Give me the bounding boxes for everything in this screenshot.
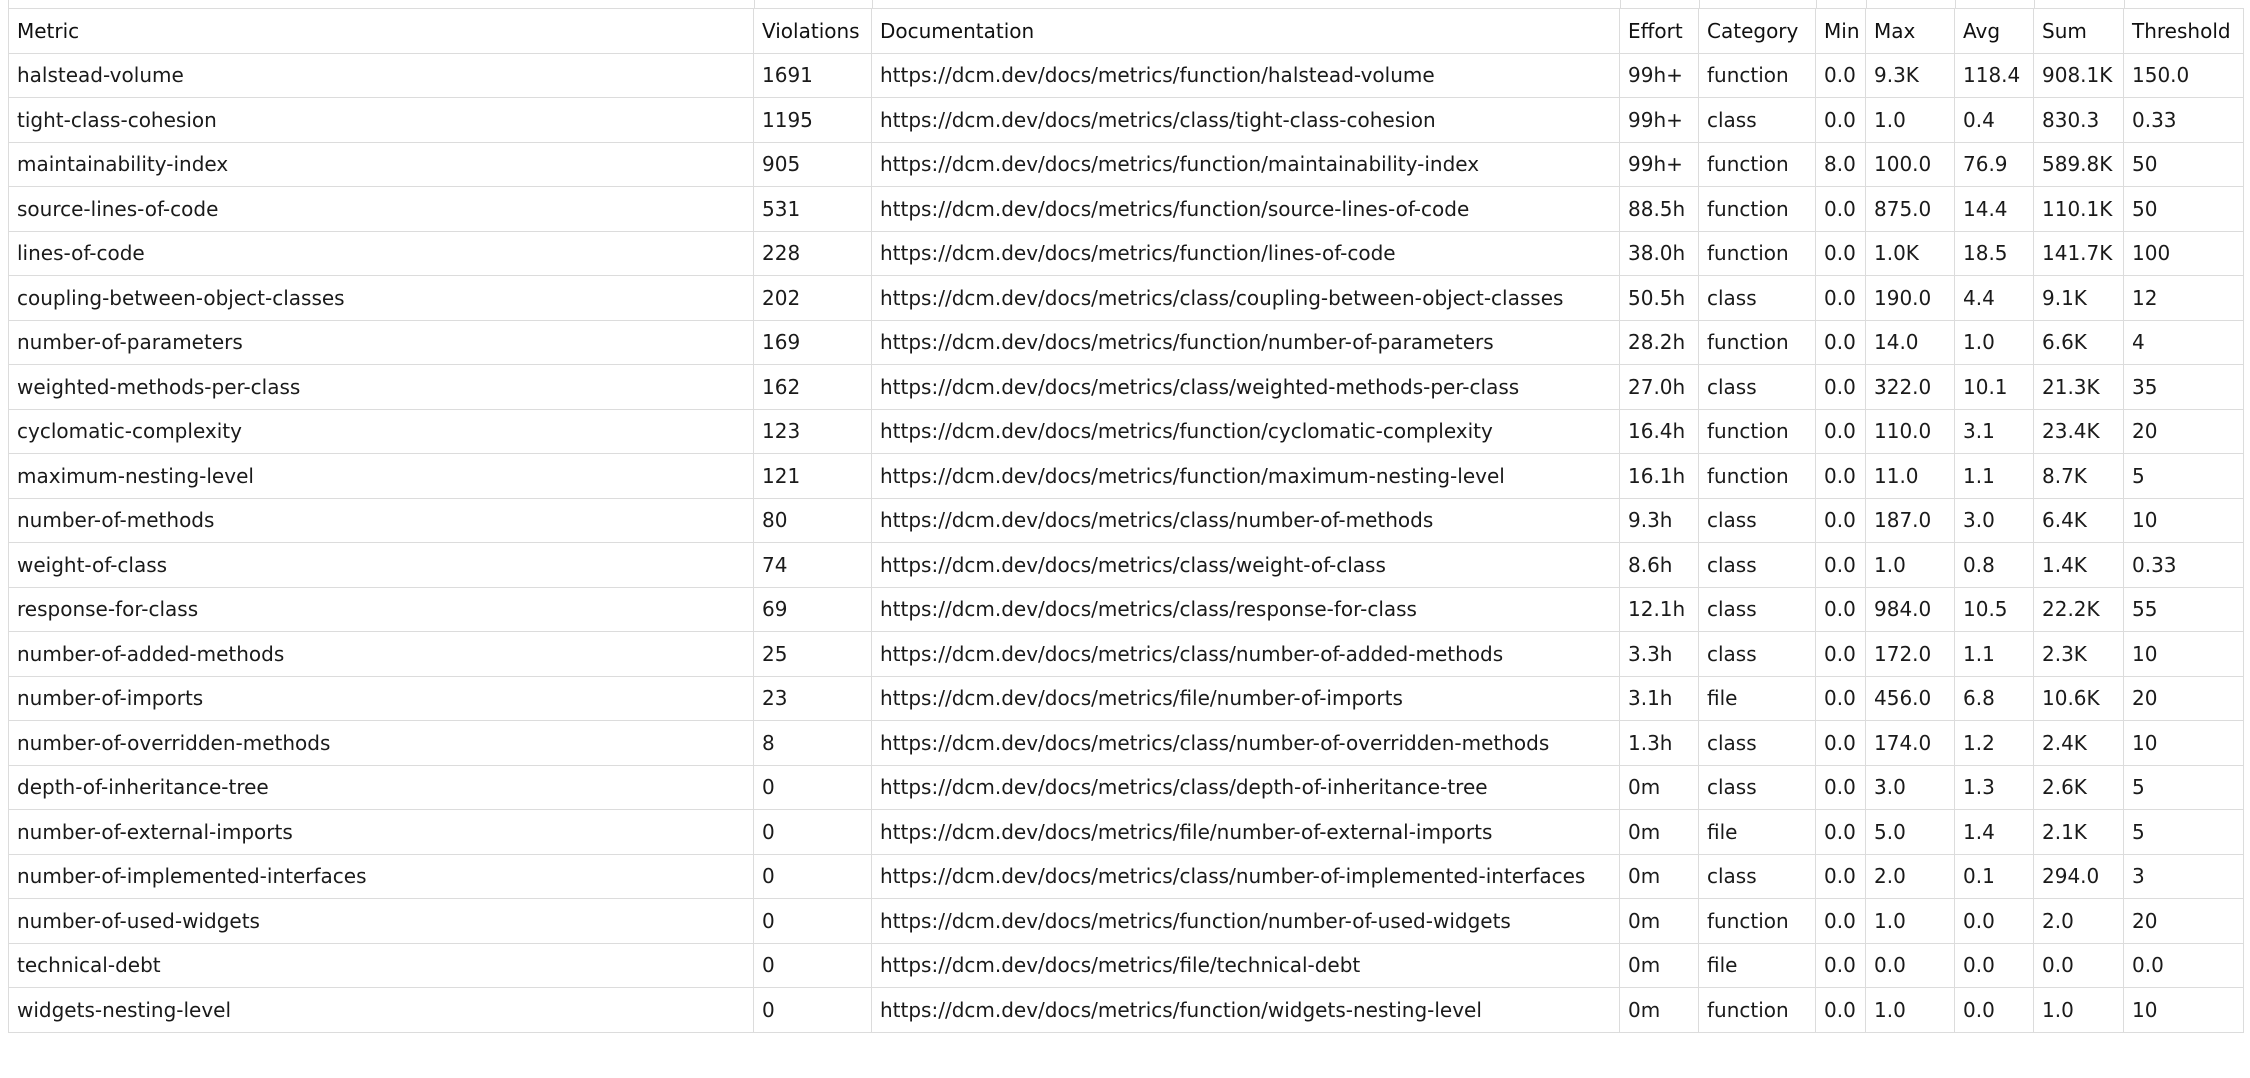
cell-min: 0.0	[1816, 810, 1866, 855]
cell-threshold: 3	[2124, 854, 2244, 899]
documentation-link[interactable]: https://dcm.dev/docs/metrics/function/widgets-nesting-level	[880, 997, 1482, 1022]
cell-metric: coupling-between-object-classes	[9, 276, 754, 321]
cell-avg: 0.8	[1955, 543, 2034, 588]
cell-max: 1.0	[1866, 543, 1955, 588]
cell-min: 0.0	[1816, 943, 1866, 988]
cell-max: 0.0	[1866, 943, 1955, 988]
table-row	[9, 899, 2244, 944]
documentation-link[interactable]: https://dcm.dev/docs/metrics/class/weighted-methods-per-class	[880, 374, 1520, 399]
table-row	[9, 276, 2244, 321]
cell-violations: 169	[754, 320, 872, 365]
cell-metric: weighted-methods-per-class	[9, 365, 754, 410]
top-edge-divider	[1699, 0, 1700, 8]
cell-documentation	[872, 587, 1620, 632]
cell-sum: 830.3	[2034, 98, 2124, 143]
cell-category: class	[1699, 276, 1816, 321]
cell-documentation	[872, 632, 1620, 677]
cell-documentation	[872, 365, 1620, 410]
top-edge-divider	[1620, 0, 1621, 8]
top-edge-divider	[872, 0, 873, 8]
cell-threshold: 35	[2124, 365, 2244, 410]
documentation-link[interactable]: https://dcm.dev/docs/metrics/function/lines-of-code	[880, 241, 1396, 266]
cell-min: 0.0	[1816, 365, 1866, 410]
cell-sum: 2.3K	[2034, 632, 2124, 677]
documentation-link[interactable]: https://dcm.dev/docs/metrics/class/tight-class-cohesion	[880, 107, 1436, 132]
cell-avg: 118.4	[1955, 53, 2034, 98]
cell-violations: 162	[754, 365, 872, 410]
cell-effort: 99h+	[1620, 53, 1699, 98]
documentation-link[interactable]: https://dcm.dev/docs/metrics/function/source-lines-of-code	[880, 196, 1470, 221]
cell-threshold: 55	[2124, 587, 2244, 632]
cell-sum: 9.1K	[2034, 276, 2124, 321]
cell-sum: 1.0	[2034, 988, 2124, 1033]
cell-category: class	[1699, 98, 1816, 143]
cell-min: 0.0	[1816, 899, 1866, 944]
cell-documentation	[872, 721, 1620, 766]
table-top-edge	[8, 0, 2249, 8]
cell-max: 3.0	[1866, 765, 1955, 810]
cell-avg: 14.4	[1955, 187, 2034, 232]
cell-documentation	[872, 187, 1620, 232]
cell-min: 0.0	[1816, 498, 1866, 543]
cell-avg: 1.1	[1955, 454, 2034, 499]
cell-violations: 0	[754, 943, 872, 988]
cell-avg: 4.4	[1955, 276, 2034, 321]
cell-max: 875.0	[1866, 187, 1955, 232]
cell-metric: halstead-volume	[9, 53, 754, 98]
cell-max: 5.0	[1866, 810, 1955, 855]
table-header-row	[9, 9, 2244, 54]
table-row	[9, 587, 2244, 632]
cell-effort: 0m	[1620, 943, 1699, 988]
cell-effort: 0m	[1620, 854, 1699, 899]
table-row	[9, 676, 2244, 721]
cell-effort: 12.1h	[1620, 587, 1699, 632]
cell-threshold: 10	[2124, 988, 2244, 1033]
cell-effort: 27.0h	[1620, 365, 1699, 410]
header-effort[interactable]: Effort	[1620, 9, 1699, 54]
cell-threshold: 5	[2124, 765, 2244, 810]
cell-sum: 2.6K	[2034, 765, 2124, 810]
cell-violations: 69	[754, 587, 872, 632]
cell-effort: 16.4h	[1620, 409, 1699, 454]
cell-violations: 1195	[754, 98, 872, 143]
cell-metric: weight-of-class	[9, 543, 754, 588]
cell-threshold: 5	[2124, 454, 2244, 499]
cell-avg: 18.5	[1955, 231, 2034, 276]
cell-documentation	[872, 543, 1620, 588]
cell-max: 1.0	[1866, 98, 1955, 143]
cell-category: file	[1699, 676, 1816, 721]
cell-min: 0.0	[1816, 543, 1866, 588]
cell-effort: 1.3h	[1620, 721, 1699, 766]
cell-avg: 0.0	[1955, 899, 2034, 944]
documentation-link[interactable]: https://dcm.dev/docs/metrics/class/coupling-between-object-classes	[880, 285, 1564, 310]
cell-effort: 0m	[1620, 810, 1699, 855]
cell-violations: 74	[754, 543, 872, 588]
cell-violations: 25	[754, 632, 872, 677]
cell-documentation	[872, 854, 1620, 899]
table-row	[9, 988, 2244, 1033]
cell-category: function	[1699, 142, 1816, 187]
cell-max: 1.0K	[1866, 231, 1955, 276]
cell-min: 0.0	[1816, 231, 1866, 276]
cell-violations: 123	[754, 409, 872, 454]
documentation-link[interactable]: https://dcm.dev/docs/metrics/function/halstead-volume	[880, 63, 1435, 88]
header-min[interactable]: Min	[1816, 9, 1866, 54]
cell-violations: 0	[754, 988, 872, 1033]
cell-category: function	[1699, 454, 1816, 499]
cell-avg: 1.3	[1955, 765, 2034, 810]
cell-documentation	[872, 98, 1620, 143]
documentation-link[interactable]: https://dcm.dev/docs/metrics/file/number-of-external-imports	[880, 819, 1493, 844]
cell-min: 0.0	[1816, 98, 1866, 143]
table-row	[9, 498, 2244, 543]
cell-metric: number-of-overridden-methods	[9, 721, 754, 766]
cell-sum: 110.1K	[2034, 187, 2124, 232]
cell-category: class	[1699, 587, 1816, 632]
cell-category: file	[1699, 810, 1816, 855]
cell-max: 172.0	[1866, 632, 1955, 677]
cell-max: 1.0	[1866, 988, 1955, 1033]
cell-threshold: 0.33	[2124, 543, 2244, 588]
cell-min: 0.0	[1816, 988, 1866, 1033]
cell-category: function	[1699, 320, 1816, 365]
cell-min: 0.0	[1816, 676, 1866, 721]
cell-metric: maximum-nesting-level	[9, 454, 754, 499]
cell-documentation	[872, 454, 1620, 499]
cell-sum: 21.3K	[2034, 365, 2124, 410]
table-row	[9, 320, 2244, 365]
documentation-link[interactable]: https://dcm.dev/docs/metrics/class/response-for-class	[880, 597, 1417, 622]
cell-violations: 0	[754, 854, 872, 899]
cell-metric: number-of-parameters	[9, 320, 754, 365]
cell-min: 0.0	[1816, 409, 1866, 454]
cell-avg: 0.0	[1955, 943, 2034, 988]
cell-sum: 589.8K	[2034, 142, 2124, 187]
cell-documentation	[872, 988, 1620, 1033]
cell-min: 0.0	[1816, 587, 1866, 632]
table-row	[9, 454, 2244, 499]
cell-metric: number-of-used-widgets	[9, 899, 754, 944]
cell-documentation	[872, 276, 1620, 321]
cell-avg: 10.5	[1955, 587, 2034, 632]
cell-violations: 23	[754, 676, 872, 721]
cell-category: class	[1699, 854, 1816, 899]
cell-effort: 88.5h	[1620, 187, 1699, 232]
cell-documentation	[872, 765, 1620, 810]
table-row	[9, 409, 2244, 454]
top-edge-divider	[1866, 0, 1867, 8]
documentation-link[interactable]: https://dcm.dev/docs/metrics/function/cyclomatic-complexity	[880, 419, 1493, 444]
cell-threshold: 20	[2124, 676, 2244, 721]
table-row	[9, 943, 2244, 988]
cell-effort: 38.0h	[1620, 231, 1699, 276]
documentation-link[interactable]: https://dcm.dev/docs/metrics/class/weight-of-class	[880, 552, 1386, 577]
table-row	[9, 98, 2244, 143]
top-edge-divider	[2124, 0, 2125, 8]
cell-violations: 8	[754, 721, 872, 766]
cell-category: class	[1699, 632, 1816, 677]
table-row	[9, 765, 2244, 810]
cell-metric: cyclomatic-complexity	[9, 409, 754, 454]
cell-threshold: 20	[2124, 409, 2244, 454]
metrics-table	[8, 8, 2244, 1033]
cell-threshold: 10	[2124, 498, 2244, 543]
cell-category: class	[1699, 721, 1816, 766]
metrics-table-container	[8, 8, 2244, 1033]
cell-effort: 8.6h	[1620, 543, 1699, 588]
cell-category: function	[1699, 187, 1816, 232]
cell-category: class	[1699, 765, 1816, 810]
cell-category: function	[1699, 231, 1816, 276]
cell-avg: 76.9	[1955, 142, 2034, 187]
cell-max: 187.0	[1866, 498, 1955, 543]
cell-documentation	[872, 810, 1620, 855]
cell-min: 0.0	[1816, 276, 1866, 321]
header-category[interactable]: Category	[1699, 9, 1816, 54]
cell-violations: 228	[754, 231, 872, 276]
cell-sum: 22.2K	[2034, 587, 2124, 632]
cell-max: 2.0	[1866, 854, 1955, 899]
cell-metric: source-lines-of-code	[9, 187, 754, 232]
table-row	[9, 187, 2244, 232]
documentation-link[interactable]: https://dcm.dev/docs/metrics/function/number-of-used-widgets	[880, 908, 1511, 933]
cell-avg: 0.1	[1955, 854, 2034, 899]
cell-max: 1.0	[1866, 899, 1955, 944]
table-row	[9, 53, 2244, 98]
cell-documentation	[872, 899, 1620, 944]
top-edge-divider	[2034, 0, 2035, 8]
cell-category: function	[1699, 53, 1816, 98]
cell-max: 190.0	[1866, 276, 1955, 321]
cell-documentation	[872, 320, 1620, 365]
cell-min: 0.0	[1816, 53, 1866, 98]
table-row	[9, 365, 2244, 410]
cell-metric: response-for-class	[9, 587, 754, 632]
cell-min: 0.0	[1816, 854, 1866, 899]
documentation-link[interactable]: https://dcm.dev/docs/metrics/class/number-of-overridden-methods	[880, 730, 1550, 755]
cell-violations: 531	[754, 187, 872, 232]
cell-documentation	[872, 142, 1620, 187]
cell-max: 9.3K	[1866, 53, 1955, 98]
cell-violations: 121	[754, 454, 872, 499]
cell-effort: 50.5h	[1620, 276, 1699, 321]
cell-sum: 6.6K	[2034, 320, 2124, 365]
cell-metric: number-of-added-methods	[9, 632, 754, 677]
cell-threshold: 10	[2124, 632, 2244, 677]
cell-avg: 10.1	[1955, 365, 2034, 410]
documentation-link[interactable]: https://dcm.dev/docs/metrics/file/technical-debt	[880, 953, 1361, 978]
cell-max: 456.0	[1866, 676, 1955, 721]
cell-metric: tight-class-cohesion	[9, 98, 754, 143]
cell-min: 8.0	[1816, 142, 1866, 187]
cell-violations: 0	[754, 765, 872, 810]
cell-max: 110.0	[1866, 409, 1955, 454]
cell-effort: 0m	[1620, 765, 1699, 810]
cell-violations: 80	[754, 498, 872, 543]
cell-metric: number-of-imports	[9, 676, 754, 721]
cell-avg: 1.4	[1955, 810, 2034, 855]
cell-max: 984.0	[1866, 587, 1955, 632]
header-documentation[interactable]: Documentation	[872, 9, 1620, 54]
cell-metric: number-of-implemented-interfaces	[9, 854, 754, 899]
cell-category: file	[1699, 943, 1816, 988]
metrics-table-body	[9, 53, 2244, 1032]
top-edge-divider	[1816, 0, 1817, 8]
cell-max: 14.0	[1866, 320, 1955, 365]
cell-sum: 908.1K	[2034, 53, 2124, 98]
cell-sum: 23.4K	[2034, 409, 2124, 454]
cell-threshold: 20	[2124, 899, 2244, 944]
cell-sum: 141.7K	[2034, 231, 2124, 276]
table-row	[9, 854, 2244, 899]
cell-avg: 6.8	[1955, 676, 2034, 721]
cell-max: 11.0	[1866, 454, 1955, 499]
cell-sum: 2.1K	[2034, 810, 2124, 855]
cell-metric: widgets-nesting-level	[9, 988, 754, 1033]
cell-sum: 6.4K	[2034, 498, 2124, 543]
cell-sum: 2.0	[2034, 899, 2124, 944]
cell-category: class	[1699, 365, 1816, 410]
table-row	[9, 810, 2244, 855]
cell-metric: number-of-external-imports	[9, 810, 754, 855]
header-metric[interactable]: Metric	[9, 9, 754, 54]
cell-threshold: 12	[2124, 276, 2244, 321]
cell-threshold: 0.33	[2124, 98, 2244, 143]
cell-min: 0.0	[1816, 187, 1866, 232]
cell-max: 100.0	[1866, 142, 1955, 187]
cell-avg: 3.1	[1955, 409, 2034, 454]
cell-documentation	[872, 231, 1620, 276]
cell-category: class	[1699, 543, 1816, 588]
documentation-link[interactable]: https://dcm.dev/docs/metrics/file/number-of-imports	[880, 686, 1403, 711]
cell-effort: 0m	[1620, 899, 1699, 944]
cell-effort: 9.3h	[1620, 498, 1699, 543]
documentation-link[interactable]: https://dcm.dev/docs/metrics/class/number-of-implemented-interfaces	[880, 864, 1586, 889]
cell-threshold: 50	[2124, 187, 2244, 232]
cell-sum: 0.0	[2034, 943, 2124, 988]
cell-threshold: 150.0	[2124, 53, 2244, 98]
cell-metric: lines-of-code	[9, 231, 754, 276]
cell-avg: 0.0	[1955, 988, 2034, 1033]
cell-metric: maintainability-index	[9, 142, 754, 187]
header-violations[interactable]: Violations	[754, 9, 872, 54]
cell-threshold: 10	[2124, 721, 2244, 766]
header-avg[interactable]: Avg	[1955, 9, 2034, 54]
cell-min: 0.0	[1816, 454, 1866, 499]
cell-sum: 1.4K	[2034, 543, 2124, 588]
table-row	[9, 231, 2244, 276]
cell-violations: 0	[754, 899, 872, 944]
cell-effort: 99h+	[1620, 142, 1699, 187]
cell-avg: 1.0	[1955, 320, 2034, 365]
cell-max: 174.0	[1866, 721, 1955, 766]
cell-min: 0.0	[1816, 765, 1866, 810]
top-edge-divider	[754, 0, 755, 8]
cell-threshold: 50	[2124, 142, 2244, 187]
documentation-link[interactable]: https://dcm.dev/docs/metrics/class/depth-of-inheritance-tree	[880, 775, 1488, 800]
cell-effort: 3.3h	[1620, 632, 1699, 677]
cell-violations: 202	[754, 276, 872, 321]
top-edge-divider	[1955, 0, 1956, 8]
cell-metric: technical-debt	[9, 943, 754, 988]
cell-sum: 294.0	[2034, 854, 2124, 899]
cell-threshold: 0.0	[2124, 943, 2244, 988]
header-sum[interactable]: Sum	[2034, 9, 2124, 54]
cell-threshold: 4	[2124, 320, 2244, 365]
cell-violations: 1691	[754, 53, 872, 98]
cell-category: function	[1699, 899, 1816, 944]
cell-violations: 0	[754, 810, 872, 855]
cell-max: 322.0	[1866, 365, 1955, 410]
table-row	[9, 142, 2244, 187]
cell-min: 0.0	[1816, 632, 1866, 677]
cell-violations: 905	[754, 142, 872, 187]
table-row	[9, 543, 2244, 588]
cell-effort: 99h+	[1620, 98, 1699, 143]
cell-documentation	[872, 676, 1620, 721]
cell-effort: 16.1h	[1620, 454, 1699, 499]
table-row	[9, 721, 2244, 766]
cell-min: 0.0	[1816, 721, 1866, 766]
cell-category: function	[1699, 409, 1816, 454]
documentation-link[interactable]: https://dcm.dev/docs/metrics/function/maximum-nesting-level	[880, 463, 1505, 488]
cell-sum: 2.4K	[2034, 721, 2124, 766]
documentation-link[interactable]: https://dcm.dev/docs/metrics/function/maintainability-index	[880, 152, 1480, 177]
documentation-link[interactable]: https://dcm.dev/docs/metrics/function/number-of-parameters	[880, 330, 1494, 355]
table-row	[9, 632, 2244, 677]
cell-documentation	[872, 53, 1620, 98]
cell-metric: number-of-methods	[9, 498, 754, 543]
header-max[interactable]: Max	[1866, 9, 1955, 54]
documentation-link[interactable]: https://dcm.dev/docs/metrics/class/number-of-added-methods	[880, 641, 1504, 666]
cell-threshold: 5	[2124, 810, 2244, 855]
documentation-link[interactable]: https://dcm.dev/docs/metrics/class/number-of-methods	[880, 508, 1434, 533]
cell-metric: depth-of-inheritance-tree	[9, 765, 754, 810]
cell-min: 0.0	[1816, 320, 1866, 365]
cell-category: class	[1699, 498, 1816, 543]
cell-avg: 1.2	[1955, 721, 2034, 766]
cell-avg: 3.0	[1955, 498, 2034, 543]
cell-threshold: 100	[2124, 231, 2244, 276]
cell-effort: 28.2h	[1620, 320, 1699, 365]
cell-sum: 10.6K	[2034, 676, 2124, 721]
cell-documentation	[872, 498, 1620, 543]
cell-documentation	[872, 409, 1620, 454]
cell-effort: 3.1h	[1620, 676, 1699, 721]
cell-effort: 0m	[1620, 988, 1699, 1033]
cell-sum: 8.7K	[2034, 454, 2124, 499]
cell-category: function	[1699, 988, 1816, 1033]
cell-avg: 1.1	[1955, 632, 2034, 677]
header-threshold[interactable]: Threshold	[2124, 9, 2244, 54]
cell-documentation	[872, 943, 1620, 988]
cell-avg: 0.4	[1955, 98, 2034, 143]
